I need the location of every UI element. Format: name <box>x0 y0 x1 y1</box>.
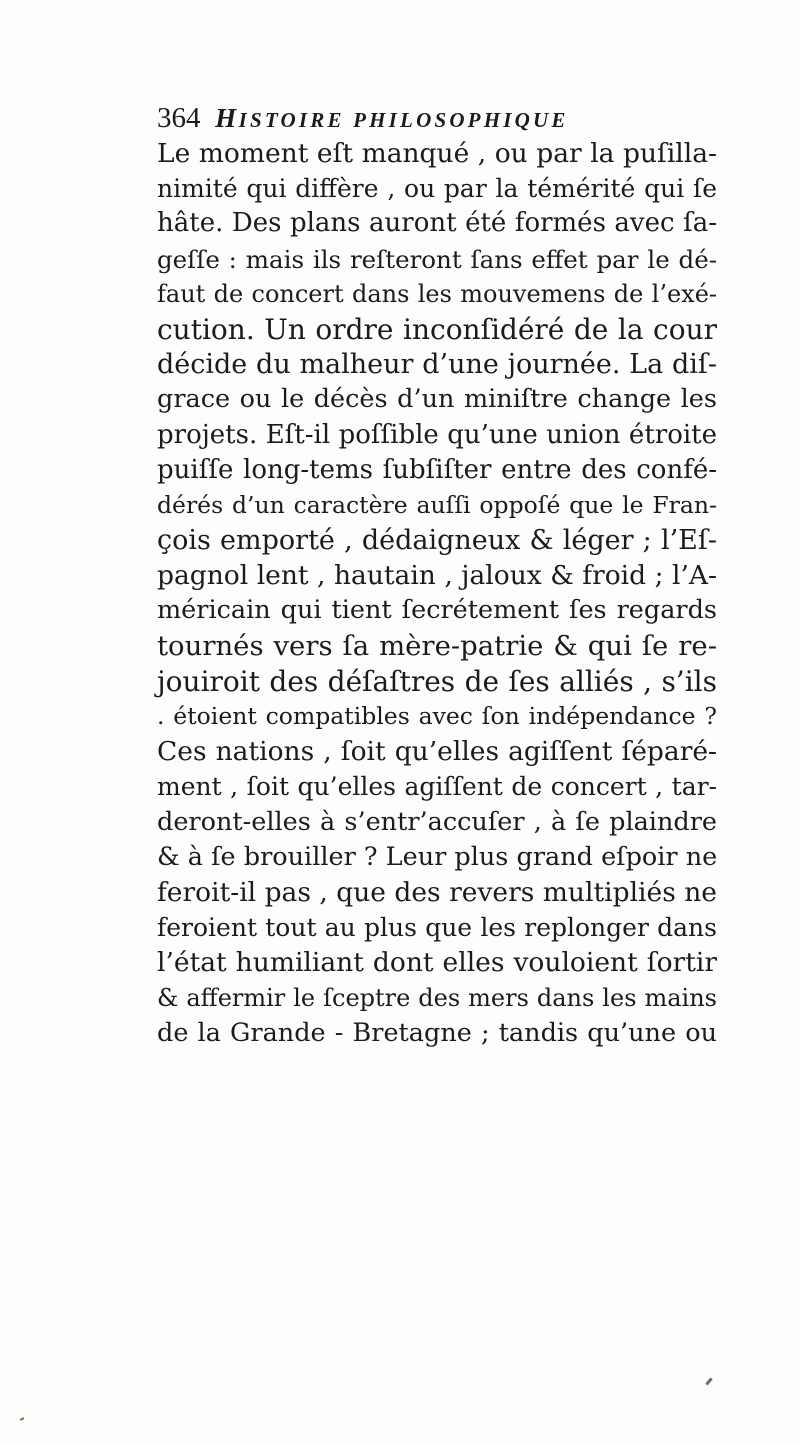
text-line: & affermir le ſceptre des mers dans les mains <box>157 983 717 1012</box>
text-line: cution. Un ordre inconſidéré de la cour <box>157 312 717 346</box>
text-line: feroit-il pas , que des revers multipliés ne <box>157 876 717 908</box>
text-line: geſſe : mais ils reſteront ſans effet par le dé- <box>157 244 717 274</box>
running-title-rest: ISTOIRE PHILOSOPHIQUE <box>238 108 569 132</box>
paper-stain <box>20 1417 24 1421</box>
text-line: puiſſe long-tems ſubſiſter entre des confé- <box>157 454 717 485</box>
text-line: de la Grande - Bretagne ; tandis qu’une ou <box>157 1017 717 1048</box>
text-line: çois emporté , dédaigneux & léger ; l’Eſ- <box>157 525 717 557</box>
text-line: hâte. Des plans auront été formés avec ſa- <box>157 208 717 239</box>
text-line: Le moment eſt manqué , ou par la puſilla- <box>157 138 717 169</box>
text-line: projets. Eſt-il poſſible qu’une union étroite <box>157 419 717 450</box>
text-line: l’état humiliant dont elles vouloient ſortir <box>157 947 717 979</box>
text-line: nimité qui diffère , ou par la témérité qui ſe <box>157 174 717 204</box>
text-line: grace ou le décès d’un miniſtre change les <box>157 384 717 415</box>
body-text <box>157 136 717 1051</box>
text-line: . étoient compatibles avec ſon indépendance ? <box>157 702 717 730</box>
text-line: & à ſe brouiller ? Leur plus grand eſpoir ne <box>157 841 718 872</box>
text-line: tournés vers ſa mère-patrie & qui ſe re- <box>157 629 717 662</box>
text-line: faut de concert dans les mouvemens de l’exé- <box>157 279 717 308</box>
running-header <box>157 98 717 138</box>
page-number: 364 <box>157 102 201 134</box>
running-title-initial: H <box>215 103 239 133</box>
text-line: méricain qui tient ſecrétement ſes regards <box>157 595 717 626</box>
text-line: feroient tout au plus que les replonger dans <box>157 913 717 943</box>
text-line: pagnol lent , hautain , jaloux & froid ; l’A- <box>157 560 717 592</box>
text-line: Ces nations , ſoit qu’elles agiſſent ſéparé- <box>157 736 717 768</box>
text-line: deront-elles à s’entr’accuſer , à ſe plaindre <box>157 806 717 837</box>
text-line: ment , ſoit qu’elles agiſſent de concert , tar- <box>157 772 717 802</box>
ink-speck <box>705 1377 712 1385</box>
running-title <box>215 103 568 133</box>
text-line: dérés d’un caractère auſſi oppoſé que le Fran- <box>157 490 717 519</box>
text-line: décide du malheur d’une journée. La diſ- <box>157 349 717 381</box>
text-line: jouiroit des déſaſtres de ſes alliés , s’ils <box>157 664 717 698</box>
